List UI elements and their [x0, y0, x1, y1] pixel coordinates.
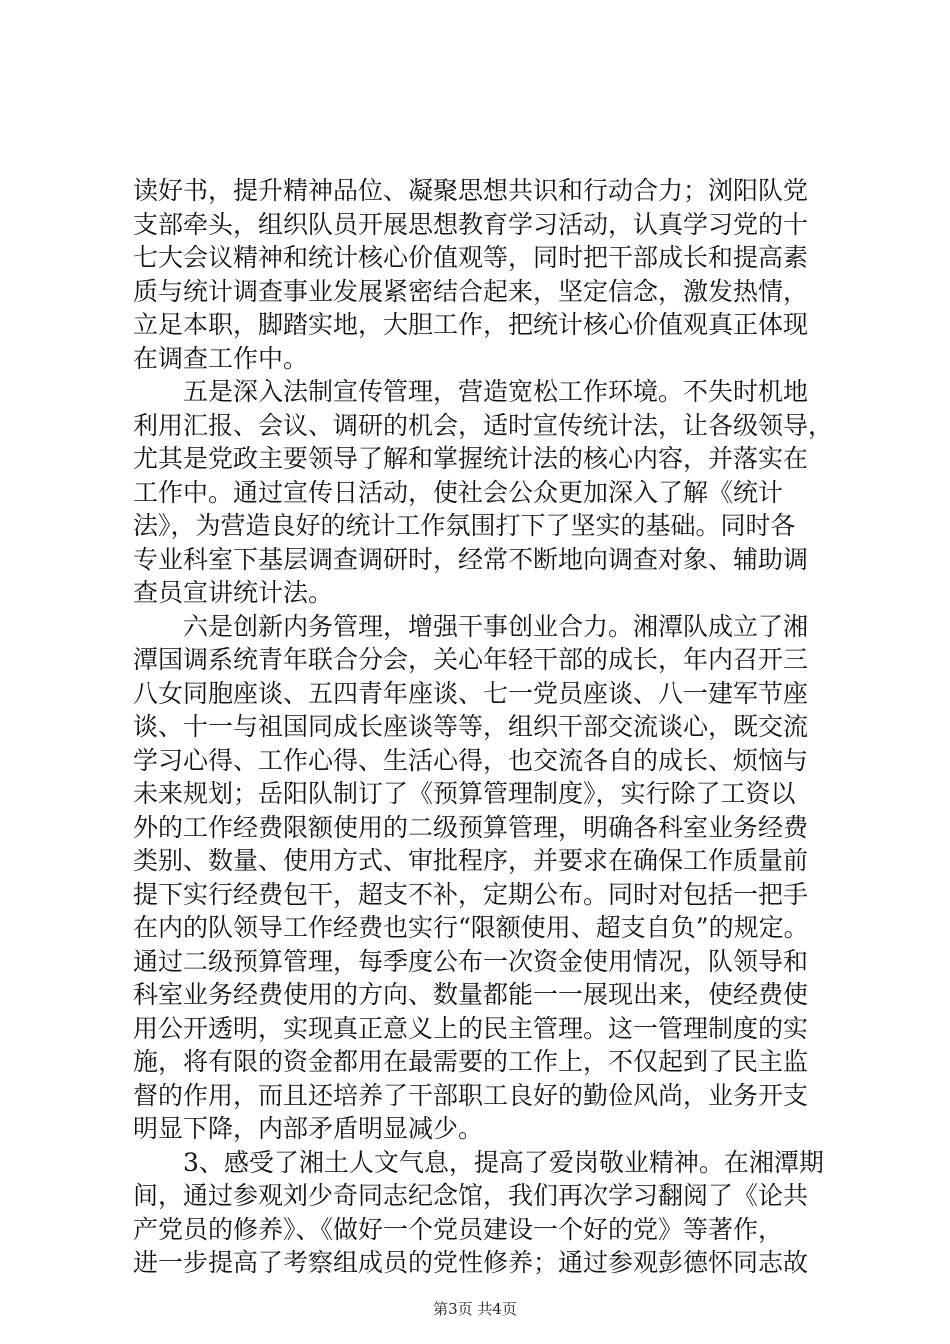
text-line: 在调查工作中。 [133, 343, 309, 373]
text-line: 潭国调系统青年联合分会，关心年轻干部的成长，年内召开三 [133, 645, 809, 674]
body-text [133, 174, 833, 1280]
text-line: 支部牵头，组织队员开展思想教育学习活动，认真学习党的十 [133, 209, 809, 239]
text-line: 谈、十一与祖国同成长座谈等等，组织干部交流谈心，既交流 [133, 712, 809, 741]
text-line: 八女同胞座谈、五四青年座谈、七一党员座谈、八一建军节座 [133, 678, 809, 708]
text-line: 质与统计调查事业发展紧密结合起来，坚定信念，激发热情， [133, 276, 809, 306]
text-line: 五是深入法制宣传管理，营造宽松工作环境。不失时机地 [133, 377, 809, 406]
text-line: 用公开透明，实现真正意义上的民主管理。这一管理制度的实 [133, 1013, 809, 1043]
text-line: 读好书，提升精神品位、凝聚思想共识和行动合力；浏阳队党 [133, 176, 809, 205]
text-line: 类别、数量、使用方式、审批程序，并要求在确保工作质量前 [133, 846, 809, 875]
text-line: 间，通过参观刘少奇同志纪念馆，我们再次学习翻阅了《论共 [133, 1181, 809, 1210]
text-line: 利用汇报、会议、调研的机会，适时宣传统计法，让各级领导， [133, 410, 834, 440]
text-line: 工作中。通过宣传日活动，使社会公众更加深入了解《统计 [133, 477, 784, 507]
text-line: 未来规划；岳阳队制订了《预算管理制度》，实行除了工资以 [133, 779, 796, 808]
text-line: 学习心得、工作心得、生活心得，也交流各自的成长、烦恼与 [133, 745, 809, 775]
text-line: 七大会议精神和统计核心价值观等，同时把干部成长和提高素 [133, 243, 809, 272]
text-line: 六是创新内务管理，增强干事创业合力。湘潭队成立了湘 [133, 611, 809, 641]
text-line: 进一步提高了考察组成员的党性修养；通过参观彭德怀同志故 [133, 1248, 809, 1277]
text-line: 尤其是党政主要领导了解和掌握统计法的核心内容，并落实在 [133, 444, 809, 473]
text-line: 3、感受了湘土人文气息，提高了爱岗敬业精神。在湘潭期 [133, 1147, 824, 1177]
text-line: 查员宣讲统计法。 [133, 578, 334, 607]
text-line: 提下实行经费包干，超支不补，定期公布。同时对包括一把手 [133, 879, 809, 909]
text-line: 专业科室下基层调查调研时，经常不断地向调查对象、辅助调 [133, 544, 809, 574]
text-line: 督的作用，而且还培养了干部职工良好的勤俭风尚，业务开支 [133, 1080, 809, 1110]
page-footer: 第3页 共4页 [433, 1300, 517, 1318]
text-line: 法》，为营造良好的统计工作氛围打下了坚实的基础。同时各 [133, 511, 796, 540]
text-line: 施，将有限的资金都用在最需要的工作上，不仅起到了民主监 [133, 1047, 809, 1076]
text-line: 通过二级预算管理，每季度公布一次资金使用情况，队领导和 [133, 946, 809, 976]
text-line: 科室业务经费使用的方向、数量都能一一展现出来，使经费使 [133, 980, 809, 1009]
text-line: 立足本职，脚踏实地，大胆工作，把统计核心价值观真正体现 [133, 310, 809, 339]
text-line: 产党员的修养》、《做好一个党员建设一个好的党》等著作， [133, 1214, 784, 1244]
text-line: 明显下降，内部矛盾明显减少。 [133, 1114, 484, 1143]
text-line: 在内的队领导工作经费也实行“限额使用、超支自负”的规定。 [133, 913, 809, 942]
text-line: 外的工作经费限额使用的二级预算管理，明确各科室业务经费 [133, 812, 809, 842]
